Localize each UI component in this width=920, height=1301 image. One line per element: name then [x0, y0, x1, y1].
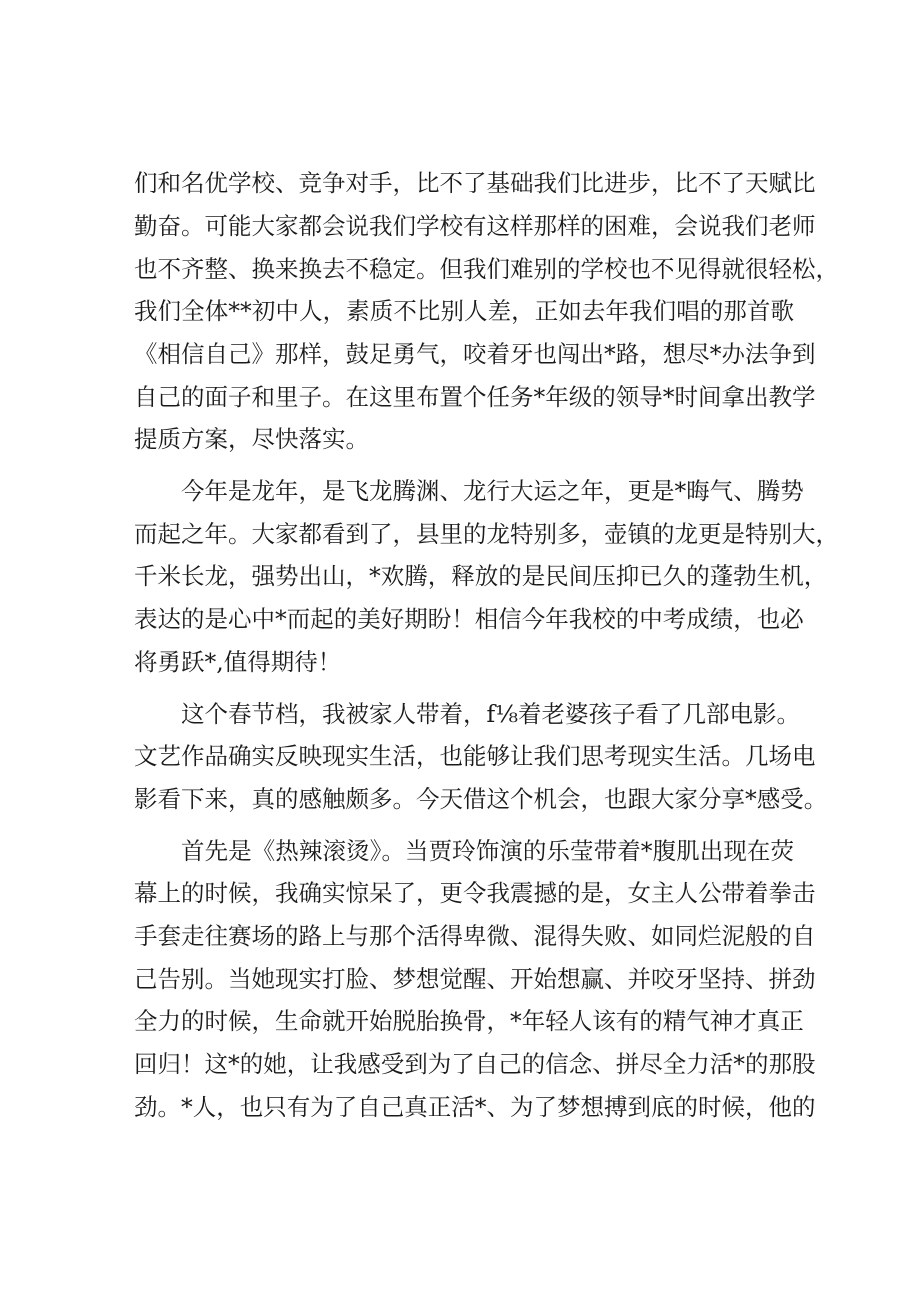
- paragraph-4-line-6: 回归！这*的她，让我感受到为了自己的信念、拼尽全力活*的那股: [134, 1050, 816, 1078]
- paragraph-4-line-1: 首先是《热辣滚烫》。当贾玲饰演的乐莹带着*腹肌出现在荧: [181, 837, 794, 865]
- paragraph-4-line-2: 幕上的时候，我确实惊呆了，更令我震撼的是，女主人公带着拳击: [134, 879, 816, 907]
- paragraph-1-line-1: 们和名优学校、竞争对手，比不了基础我们比进步，比不了天赋比: [134, 169, 816, 197]
- paragraph-1-line-4: 我们全体**初中人，素质不比别人差，正如去年我们唱的那首歌: [134, 297, 794, 325]
- paragraph-1-line-2: 勤奋。可能大家都会说我们学校有这样那样的困难，会说我们老师: [134, 212, 816, 240]
- paragraph-1-line-7: 提质方案，尽快落实。: [134, 425, 369, 453]
- paragraph-4-line-3: 手套走往赛场的路上与那个活得卑微、混得失败、如同烂泥般的自: [134, 922, 816, 950]
- paragraph-1-line-5: 《相信自己》那样，鼓足勇气，咬着牙也闯出*路，想尽*办法争到: [134, 340, 816, 368]
- paragraph-3-line-3: 影看下来，真的感触颇多。今天借这个机会，也跟大家分享*感受。: [134, 785, 828, 813]
- paragraph-2-line-1: 今年是龙年，是飞龙腾渊、龙行大运之年，更是*晦气、腾势: [181, 477, 804, 505]
- paragraph-4-line-4: 己告别。当她现实打脸、梦想觉醒、开始想赢、并咬牙坚持、拼劲: [134, 965, 816, 993]
- paragraph-3-line-1: 这个春节档，我被家人带着，f⅛着老婆孩子看了几部电影。: [181, 700, 800, 728]
- paragraph-3-line-2: 文艺作品确实反映现实生活，也能够让我们思考现实生活。几场电: [134, 742, 816, 770]
- paragraph-4-line-5: 全力的时候，生命就开始脱胎换骨，*年轻人该有的精气神才真正: [134, 1007, 804, 1035]
- paragraph-4-line-7: 劲。*人，也只有为了自己真正活*、为了梦想搏到底的时候，他的: [134, 1093, 816, 1121]
- paragraph-1-line-6: 自己的面子和里子。在这里布置个任务*年级的领导*时间拿出教学: [134, 383, 816, 411]
- paragraph-1-line-3: 也不齐整、换来换去不稳定。但我们难别的学校也不见得就很轻松，: [134, 255, 839, 283]
- paragraph-2-line-3: 千米长龙，强势出山，*欢腾，释放的是民间压抑已久的蓬勃生机，: [134, 562, 828, 590]
- paragraph-2-line-2: 而起之年。大家都看到了，县里的龙特别多，壶镇的龙更是特别大，: [134, 520, 839, 548]
- paragraph-2-line-5: 将勇跃*,值得期待！: [134, 648, 342, 676]
- paragraph-2-line-4: 表达的是心中*而起的美好期盼！相信今年我校的中考成绩，也必: [134, 605, 804, 633]
